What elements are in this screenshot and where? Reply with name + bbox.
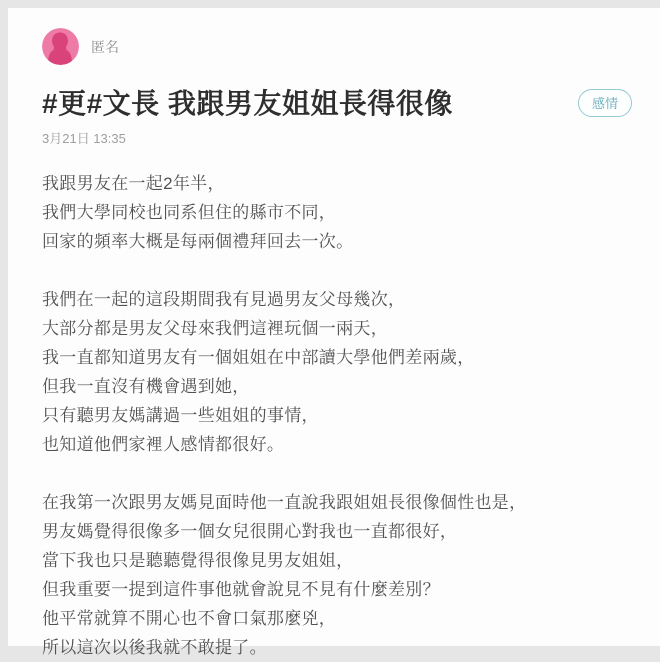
topic-badge[interactable]: 感情 bbox=[578, 89, 632, 117]
post-paragraph bbox=[42, 169, 628, 256]
body-line: 當下我也只是聽聽覺得很像見男友姐姐， bbox=[42, 546, 628, 575]
body-line: 但我重要一提到這件事他就會說見不見有什麼差別？ bbox=[42, 575, 628, 604]
body-line: 也知道他們家裡人感情都很好。 bbox=[42, 430, 628, 459]
body-line: 我一直都知道男友有一個姐姐在中部讀大學他們差兩歲， bbox=[42, 343, 628, 372]
body-line: 大部分都是男友父母來我們這裡玩個一兩天， bbox=[42, 314, 628, 343]
post-header bbox=[42, 28, 628, 65]
body-line: 我跟男友在一起2年半， bbox=[42, 169, 628, 198]
body-line: 只有聽男友媽講過一些姐姐的事情， bbox=[42, 401, 628, 430]
body-line: 我們大學同校也同系但住的縣市不同， bbox=[42, 198, 628, 227]
post-timestamp: 3月21日 13:35 bbox=[42, 128, 628, 147]
post-card bbox=[8, 8, 660, 646]
body-line: 他平常就算不開心也不會口氣那麼兇， bbox=[42, 604, 628, 633]
post-title: #更#文長 我跟男友姐姐長得很像 bbox=[42, 89, 538, 120]
title-row bbox=[42, 89, 628, 120]
body-line: 男友媽覺得很像多一個女兒很開心對我也一直都很好， bbox=[42, 517, 628, 546]
body-line: 所以這次以後我就不敢提了。 bbox=[42, 633, 628, 662]
post-paragraph bbox=[42, 488, 628, 662]
post-paragraph bbox=[42, 285, 628, 459]
author-name: 匿名 bbox=[91, 37, 119, 57]
body-line: 回家的頻率大概是每兩個禮拜回去一次。 bbox=[42, 227, 628, 256]
body-line: 在我第一次跟男友媽見面時他一直說我跟姐姐長很像個性也是， bbox=[42, 488, 628, 517]
body-line: 我們在一起的這段期間我有見過男友父母幾次， bbox=[42, 285, 628, 314]
body-line: 但我一直沒有機會遇到她， bbox=[42, 372, 628, 401]
anonymous-avatar-icon bbox=[42, 28, 79, 65]
post-body bbox=[42, 169, 628, 662]
